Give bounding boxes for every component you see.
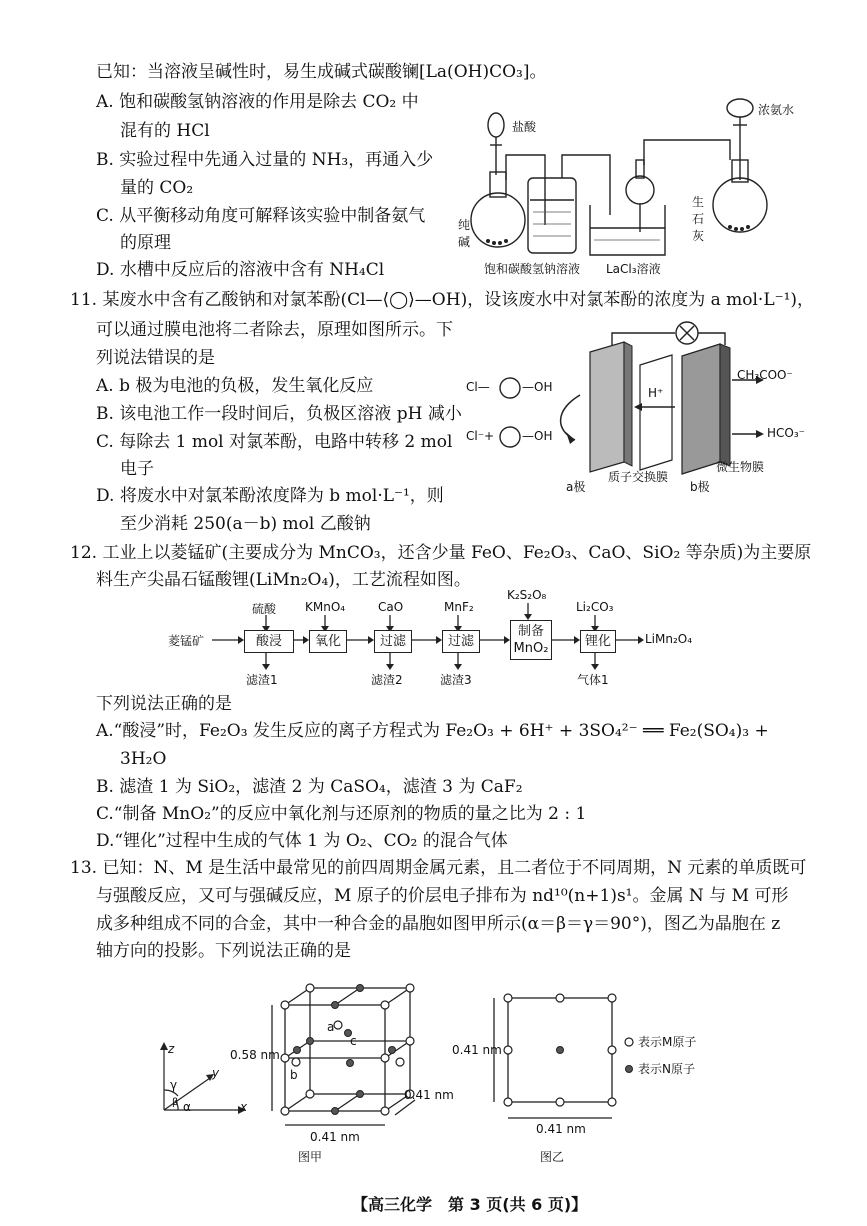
q13-angle-alpha: α: [183, 1100, 191, 1114]
q12-step-filter-2: 过滤: [442, 630, 480, 653]
q12-input-cao: CaO: [378, 600, 404, 614]
q13-figure-jia: 图甲: [298, 1150, 323, 1164]
q10-option-c: C. 从平衡移动角度可解释该实验中制备氨气: [96, 206, 426, 226]
q12-stem-1: 12. 工业上以菱锰矿(主要成分为 MnCO₃，还含少量 FeO、Fe₂O₃、CaO、SiO₂ 等杂质)为主要原: [70, 543, 812, 563]
q11-label-oh-1: —OH: [522, 380, 553, 394]
q13-stem-2: 与强酸反应，又可与强碱反应，M 原子的价层电子排布为 nd¹⁰(n+1)s¹。金属 N 与 M 可形: [96, 886, 789, 906]
q11-option-b: B. 该电池工作一段时间后，负极区溶液 pH 减小: [96, 404, 462, 424]
q13-height-label: 0.58 nm: [230, 1048, 280, 1062]
q12-flow-start: 菱锰矿: [168, 634, 205, 648]
q10-label-ammonia: 浓氨水: [758, 103, 795, 117]
q11-label-bicarb: HCO₃⁻: [767, 426, 805, 440]
q12-input-k2s2o8: K₂S₂O₈: [507, 588, 547, 602]
q12-input-mnf2: MnF₂: [444, 600, 474, 614]
q13-stem-3: 成多种组成不同的合金，其中一种合金的晶胞如图甲所示(α＝β＝γ＝90°)，图乙为晶胞在 z: [96, 914, 781, 934]
q12-step-acid-leach: 酸浸: [244, 630, 294, 653]
q12-input-h2so4: 硫酸: [252, 602, 277, 616]
q10-option-a: A. 饱和碳酸氢钠溶液的作用是除去 CO₂ 中: [96, 92, 419, 112]
q13-width-label-2: 0.41 nm: [536, 1122, 586, 1136]
q11-label-cl-2: Cl⁻+: [466, 429, 495, 443]
q13-stem-4: 轴方向的投影。下列说法正确的是: [96, 941, 351, 961]
q11-label-hplus: H⁺: [648, 386, 664, 400]
q11-label-acetate: CH₃COO⁻: [737, 368, 793, 382]
q11-option-c: C. 每除去 1 mol 对氯苯酚，电路中转移 2 mol: [96, 432, 453, 452]
q10-label-soda-2: 碱: [458, 235, 471, 249]
q12-input-kmno4: KMnO₄: [305, 600, 346, 614]
q11-label-oh-2: —OH: [522, 429, 553, 443]
q10-label-lime-2: 石: [692, 212, 705, 226]
q12-output-residue-3: 滤渣3: [440, 673, 472, 687]
q13-depth-label: 0.41 nm: [404, 1088, 454, 1102]
q10-option-b-cont: 量的 CO₂: [120, 178, 194, 198]
q12-output-residue-1: 滤渣1: [246, 673, 278, 687]
q13-angle-beta: β: [172, 1097, 179, 1108]
q13-height-label-2: 0.41 nm: [452, 1043, 502, 1057]
q12-output-gas-1: 气体1: [577, 673, 609, 687]
q11-option-d-cont: 至少消耗 250(a－b) mol 乙酸钠: [120, 514, 371, 534]
q13-axis-z: z: [168, 1042, 175, 1056]
q11-label-biofilm: 微生物膜: [716, 460, 765, 474]
q11-option-c-cont: 电子: [120, 459, 154, 479]
q11-label-b-pole: b极: [690, 480, 710, 494]
q13-angle-gamma: γ: [170, 1078, 178, 1092]
q13-atom-b: b: [290, 1068, 298, 1082]
q12-flow-end: LiMn₂O₄: [645, 632, 693, 646]
q12-option-b: B. 滤渣 1 为 SiO₂，滤渣 2 为 CaSO₄，滤渣 3 为 CaF₂: [96, 777, 523, 797]
q10-option-c-cont: 的原理: [120, 233, 171, 253]
q11-stem-3: 列说法错误的是: [96, 348, 215, 368]
q10-label-hcl: 盐酸: [512, 120, 537, 134]
q12-option-d: D.“锂化”过程中生成的气体 1 为 O₂、CO₂ 的混合气体: [96, 831, 508, 851]
page-footer: 【高三化学 第 3 页(共 6 页)】: [352, 1195, 588, 1214]
q12-step-make-mno2: 制备 MnO₂: [510, 620, 552, 660]
q12-option-a-cont: 3H₂O: [120, 749, 167, 769]
q11-option-d: D. 将废水中对氯苯酚浓度降为 b mol·L⁻¹，则: [96, 486, 444, 506]
q11-label-cl-1: Cl—: [466, 380, 490, 394]
q10-label-lime-1: 生: [692, 195, 705, 209]
q10-label-lime-3: 灰: [692, 229, 705, 243]
q13-width-label: 0.41 nm: [310, 1130, 360, 1144]
q13-atom-a: a: [327, 1020, 335, 1034]
q13-atom-c: c: [350, 1034, 357, 1048]
q12-output-residue-2: 滤渣2: [371, 673, 403, 687]
q10-known: 已知：当溶液呈碱性时，易生成碱式碳酸镧[La(OH)CO₃]。: [96, 62, 547, 82]
q11-label-membrane: 质子交换膜: [608, 470, 669, 484]
q10-label-soda-1: 纯: [458, 218, 471, 232]
q10-option-a-cont: 混有的 HCl: [120, 121, 210, 141]
q13-legend-n: 表示N原子: [638, 1062, 695, 1076]
q10-label-nahco3: 饱和碳酸氢钠溶液: [484, 262, 581, 276]
q12-step-oxidize: 氧化: [309, 630, 347, 653]
q11-option-a: A. b 极为电池的负极，发生氧化反应: [96, 376, 374, 396]
q12-input-li2co3: Li₂CO₃: [576, 600, 614, 614]
q11-stem-1: 11. 某废水中含有乙酸钠和对氯苯酚(Cl—⟨◯⟩—OH)，设该废水中对氯苯酚的浓度为 a mol·L⁻¹)，: [70, 290, 815, 310]
q13-figure-yi: 图乙: [540, 1150, 565, 1164]
q10-option-d: D. 水槽中反应后的溶液中含有 NH₄Cl: [96, 260, 385, 280]
q13-axis-x: x: [240, 1100, 248, 1114]
q12-stem-2: 料生产尖晶石锰酸锂(LiMn₂O₄)，工艺流程如图。: [96, 570, 471, 590]
q12-option-a: A.“酸浸”时，Fe₂O₃ 发生反应的离子方程式为 Fe₂O₃ + 6H⁺ + 3SO₄²⁻ ══ Fe₂(SO₄)₃ +: [96, 721, 769, 741]
q11-label-a-pole: a极: [566, 480, 586, 494]
q12-ask: 下列说法正确的是: [96, 694, 232, 714]
q13-stem-1: 13. 已知：N、M 是生活中最常见的前四周期金属元素，且二者位于不同周期，N 元素的单质既可: [70, 858, 807, 878]
q12-step-filter-1: 过滤: [374, 630, 412, 653]
q10-option-b: B. 实验过程中先通入过量的 NH₃，再通入少: [96, 150, 434, 170]
q10-label-lacl3: LaCl₃溶液: [606, 262, 661, 276]
q11-stem-2: 可以通过膜电池将二者除去，原理如图所示。下: [96, 320, 453, 340]
q12-option-c: C.“制备 MnO₂”的反应中氧化剂与还原剂的物质的量之比为 2 : 1: [96, 804, 587, 824]
q13-legend-m: 表示M原子: [638, 1035, 697, 1049]
q12-step-lithiate: 锂化: [580, 630, 616, 653]
q13-axis-y: y: [212, 1066, 220, 1080]
